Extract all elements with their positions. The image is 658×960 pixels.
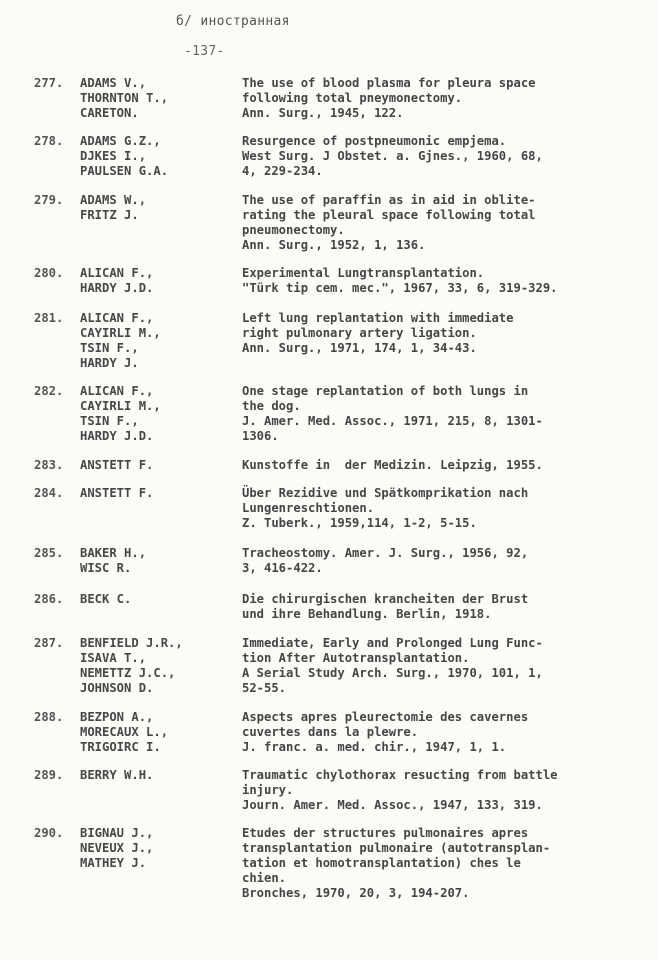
entry-authors [80,636,230,696]
author-name: HARDY J.D. [80,429,154,443]
entry-authors [80,710,230,755]
author-name: CAYIRLI M., [80,399,161,413]
citation-line: One stage replantation of both lungs in [242,384,529,398]
entry-authors [80,266,230,296]
entry-citation [242,134,646,179]
author-name: ANSTETT F. [80,458,154,472]
citation-line: Left lung replantation with immediate [242,311,514,325]
entry-number: 289. [34,768,64,782]
citation-line: Bronches, 1970, 20, 3, 194-207. [242,886,470,900]
entry-citation [242,384,646,444]
citation-line: Lungenreschtionen. [242,501,375,515]
citation-line: Etudes der structures pulmonaires apres [242,826,529,840]
author-name: BECK C. [80,592,132,606]
entry-authors [80,592,230,607]
entry-number: 280. [34,266,64,280]
citation-line: tation et homotransplantation) ches le [242,856,521,870]
citation-line: following total pneymonectomy. [242,91,463,105]
citation-line: Kunstoffe in der Medizin. Leipzig, 1955. [242,458,543,472]
author-name: ADAMS W., [80,193,147,207]
citation-line: Aspects apres pleurectomie des cavernes [242,710,529,724]
entry-number: 277. [34,76,64,90]
citation-line: The use of blood plasma for pleura space [242,76,536,90]
author-name: ADAMS V., [80,76,147,90]
entry-authors [80,193,230,223]
citation-line: J. franc. a. med. chir., 1947, 1, 1. [242,740,507,754]
citation-line: rating the pleural space following total [242,208,536,222]
citation-line: West Surg. J Obstet. a. Gjnes., 1960, 68, [242,149,543,163]
entry-citation [242,768,646,813]
entry-citation [242,76,646,121]
citation-line: 52-55. [242,681,287,695]
entry-number: 284. [34,486,64,500]
entry-authors [80,458,230,473]
author-name: TSIN F., [80,341,139,355]
citation-line: Experimental Lungtransplantation. [242,266,485,280]
author-name: ANSTETT F. [80,486,154,500]
entry-number: 283. [34,458,64,472]
author-name: ISAVA T., [80,651,147,665]
page-number: -137- [184,44,225,59]
citation-line: The use of paraffin as in aid in oblite- [242,193,536,207]
entry-number: 278. [34,134,64,148]
citation-line: injury. [242,783,294,797]
entry-citation [242,592,646,622]
citation-line: Die chirurgischen krancheiten der Brust [242,592,529,606]
entry-authors [80,768,230,783]
citation-line: Journ. Amer. Med. Assoc., 1947, 133, 319. [242,798,543,812]
author-name: TSIN F., [80,414,139,428]
entry-citation [242,710,646,755]
citation-line: cuvertes dans la plewre. [242,725,419,739]
entry-citation [242,546,646,576]
author-name: WISC R. [80,561,132,575]
entry-authors [80,76,230,121]
citation-line: und ihre Behandlung. Berlin, 1918. [242,607,492,621]
entry-number: 279. [34,193,64,207]
citation-line: Ann. Surg., 1971, 174, 1, 34-43. [242,341,477,355]
citation-line: 3, 416-422. [242,561,323,575]
citation-line: transplantation pulmonaire (autotransplan- [242,841,551,855]
entry-citation [242,311,646,356]
author-name: CARETON. [80,106,139,120]
entry-authors [80,311,230,371]
citation-line: Tracheostomy. Amer. J. Surg., 1956, 92, [242,546,529,560]
author-name: PAULSEN G.A. [80,164,169,178]
citation-line: Ann. Surg., 1945, 122. [242,106,404,120]
citation-line: Traumatic chylothorax resucting from battle [242,768,558,782]
entry-citation [242,636,646,696]
citation-line: tion After Autotransplantation. [242,651,470,665]
citation-line: Über Rezidive und Spätkomprikation nach [242,486,529,500]
entry-number: 287. [34,636,64,650]
entry-authors [80,826,230,871]
author-name: HARDY J. [80,356,139,370]
entry-authors [80,134,230,179]
author-name: BENFIELD J.R., [80,636,183,650]
citation-line: Immediate, Early and Prolonged Lung Func- [242,636,543,650]
citation-line: the dog. [242,399,301,413]
author-name: HARDY J.D. [80,281,154,295]
author-name: FRITZ J. [80,208,139,222]
author-name: BAKER H., [80,546,147,560]
entry-citation [242,458,646,473]
entry-number: 286. [34,592,64,606]
entry-number: 281. [34,311,64,325]
citation-line: "Türk tip cem. mec.", 1967, 33, 6, 319-329. [242,281,558,295]
author-name: DJKES I., [80,149,147,163]
author-name: MORECAUX L., [80,725,169,739]
citation-line: pneumonectomy. [242,223,345,237]
entry-authors [80,486,230,501]
citation-line: J. Amer. Med. Assoc., 1971, 215, 8, 1301- [242,414,543,428]
entry-authors [80,384,230,444]
citation-line: Ann. Surg., 1952, 1, 136. [242,238,426,252]
author-name: THORNTON T., [80,91,169,105]
citation-line: A Serial Study Arch. Surg., 1970, 101, 1, [242,666,543,680]
author-name: JOHNSON D. [80,681,154,695]
author-name: NEVEUX J., [80,841,154,855]
author-name: ALICAN F., [80,384,154,398]
author-name: ALICAN F., [80,266,154,280]
entry-citation [242,826,646,901]
entry-citation [242,486,646,531]
author-name: NEMETTZ J.C., [80,666,176,680]
entry-authors [80,546,230,576]
entry-citation [242,193,646,253]
author-name: ADAMS G.Z., [80,134,161,148]
entry-citation [242,266,646,296]
citation-line: right pulmonary artery ligation. [242,326,477,340]
citation-line: 4, 229-234. [242,164,323,178]
entry-number: 288. [34,710,64,724]
entry-number: 285. [34,546,64,560]
author-name: BEZPON A., [80,710,154,724]
author-name: ALICAN F., [80,311,154,325]
section-heading: б/ иностранная [176,14,290,29]
entry-number: 290. [34,826,64,840]
author-name: BIGNAU J., [80,826,154,840]
citation-line: chien. [242,871,287,885]
author-name: BERRY W.H. [80,768,154,782]
author-name: TRIGOIRC I. [80,740,161,754]
citation-line: 1306. [242,429,279,443]
entry-number: 282. [34,384,64,398]
author-name: MATHEY J. [80,856,147,870]
citation-line: Resurgence of postpneumonic empjema. [242,134,507,148]
citation-line: Z. Tuberk., 1959,114, 1-2, 5-15. [242,516,477,530]
author-name: CAYIRLI M., [80,326,161,340]
